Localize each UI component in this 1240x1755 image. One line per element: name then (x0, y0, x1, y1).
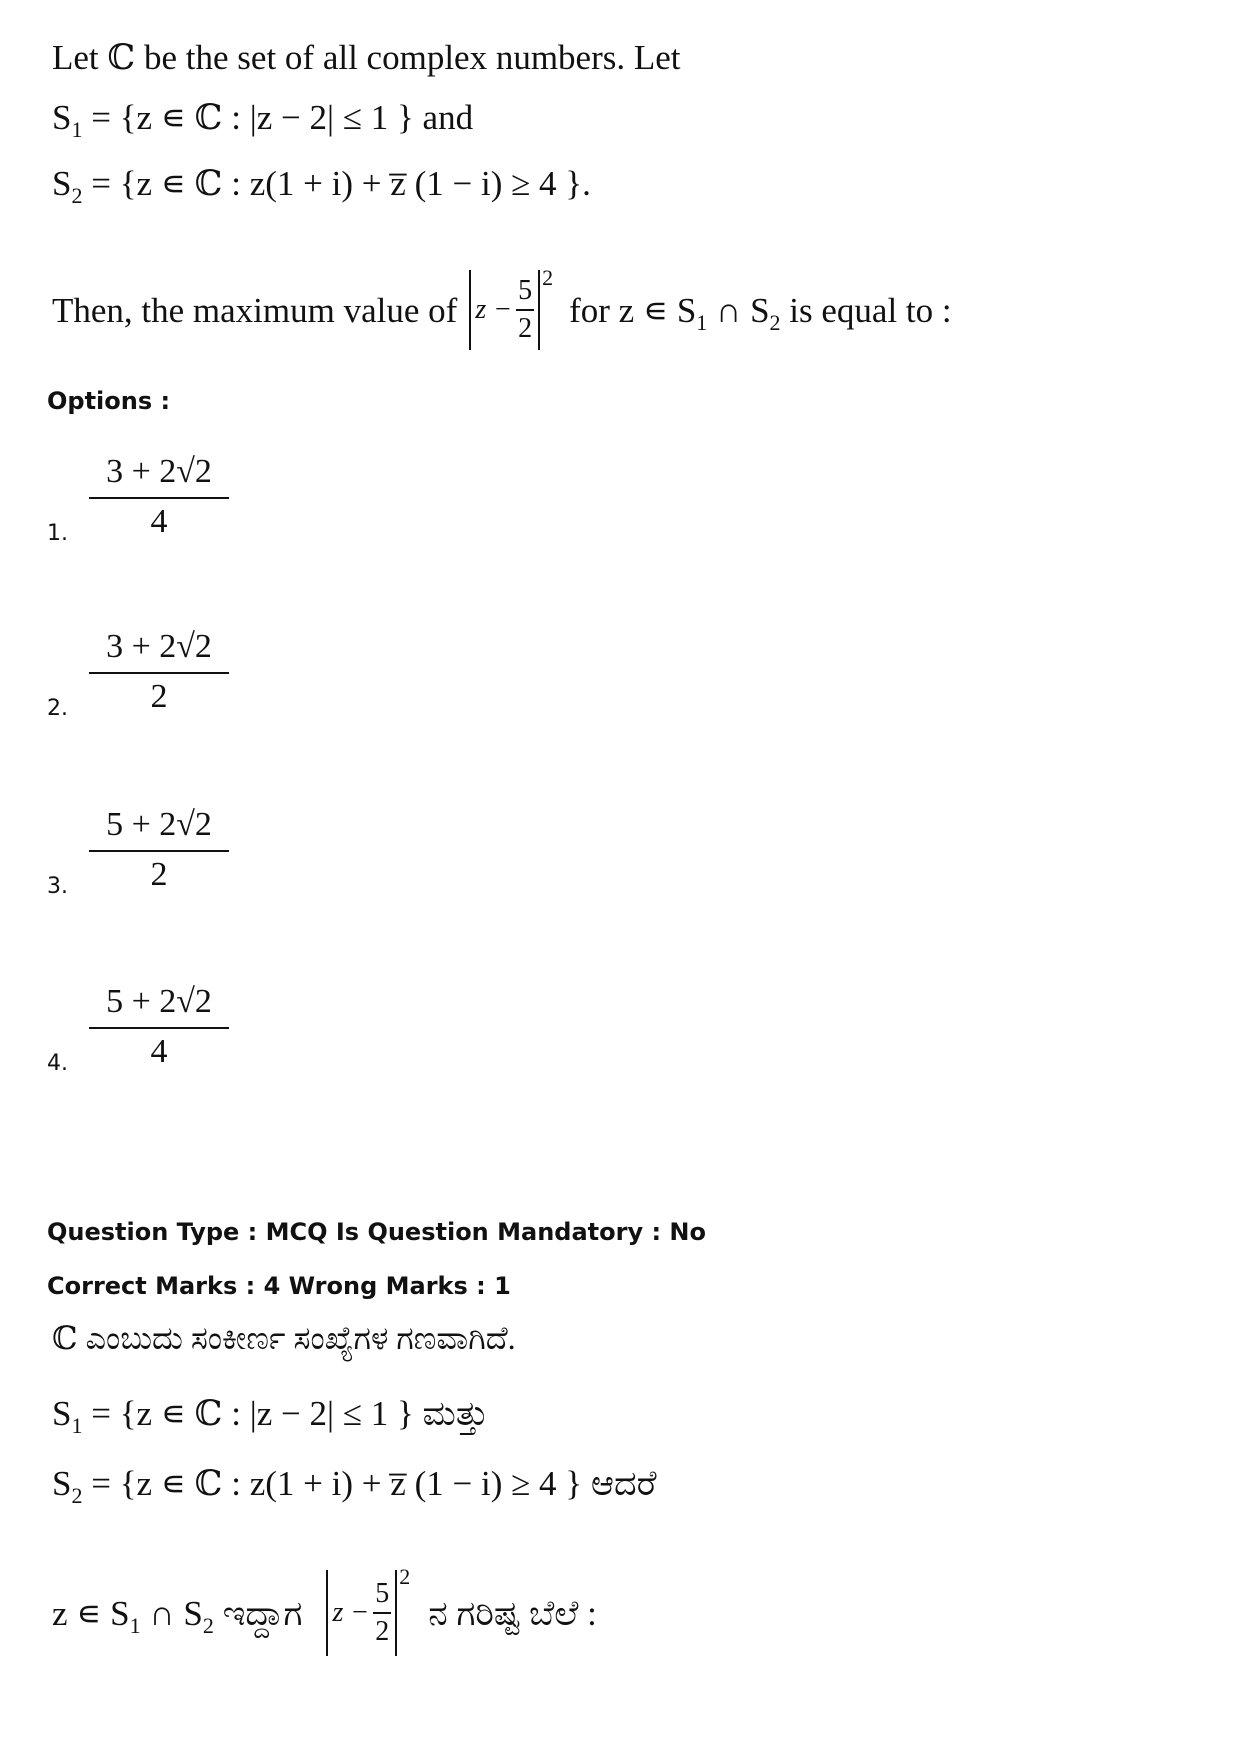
option-denominator: 2 (150, 678, 168, 715)
power-exponent: 2 (542, 265, 554, 290)
option-number: 3. (47, 874, 68, 899)
fraction-numerator: 5 (518, 275, 533, 306)
kannada-set-s1: $S_1 = \{z$ ∊ ℂ : |z − 2| ≤ 1 } ಮತ್ತು (52, 1394, 489, 1438)
option-fraction-bar (89, 850, 229, 852)
option-fraction-bar (89, 1027, 229, 1029)
option-denominator: 4 (150, 503, 168, 540)
option-numerator: 3 + 2√2 (106, 628, 212, 665)
option-fraction (89, 808, 229, 892)
s2-rhs: = {z ∊ ℂ : z(1 + i) + z̅ (1 − i) ≥ 4 }. (91, 164, 591, 203)
option-number: 2. (47, 696, 68, 721)
five-halves-fraction (516, 277, 534, 343)
question-type-line: Question Type : MCQ Is Question Mandatory : No (47, 1218, 706, 1246)
set-s1-definition (52, 98, 474, 142)
kannada-intro: ℂ ಎಂಬುದು ಸಂಕೀರ್ಣ ಸಂಖ್ಯೆಗಳ ಗಣವಾಗಿದೆ. (52, 1320, 516, 1356)
s2-subscript: 2 (71, 183, 83, 208)
s2-label: S (52, 164, 72, 203)
kannada-abs-left-bar (326, 1570, 328, 1656)
abs-left-bar (469, 270, 471, 350)
options-heading: Options : (47, 387, 171, 415)
option-numerator: 5 + 2√2 (106, 983, 212, 1020)
prompt-suffix: for z ∊ $S_1$ ∩ $S_2$ is equal to : (569, 290, 952, 335)
kannada-five-halves-fraction: $\frac{5}{2}$ (375, 1578, 390, 1647)
abs-z: z − (475, 294, 513, 325)
kannada-prompt-prefix: z ∊ $S_1$ ∩ $S_2$ ಇದ್ದಾಗ (52, 1593, 303, 1638)
kannada-prompt: z ∊ $S_1$ ∩ $S_2$ ಇದ್ದಾಗ z − $\frac{5}{2}$ 2 ನ ಗರಿಷ್ಟ ಬೆಲೆ : (52, 1570, 597, 1656)
option-numerator: 3 + 2√2 (106, 453, 212, 490)
set-s2-definition (52, 164, 591, 208)
option-fraction (89, 455, 229, 539)
kannada-s2-rhs: = {z ∊ ℂ : z(1 + i) + z̅ (1 − i) ≥ 4 } ಆದರೆ (91, 1464, 657, 1503)
kannada-s1-rhs: = {z ∊ ℂ : |z − 2| ≤ 1 } ಮತ್ತು (91, 1394, 489, 1433)
prompt-prefix: Then, the maximum value of (52, 290, 458, 330)
marks-line: Correct Marks : 4 Wrong Marks : 1 (47, 1272, 511, 1300)
kannada-prompt-suffix: ನ ಗರಿಷ್ಟ ಬೆಲೆ : (428, 1593, 597, 1633)
option-fraction (89, 630, 229, 714)
option-number: 4. (47, 1051, 68, 1076)
s1-rhs: = {z ∊ ℂ : |z − 2| ≤ 1 } and (91, 98, 474, 137)
option-denominator: 4 (150, 1033, 168, 1070)
option-fraction (89, 985, 229, 1069)
option-fraction-bar (89, 672, 229, 674)
fraction-bar (516, 309, 534, 311)
abs-right-bar (538, 270, 540, 350)
s1-subscript: 1 (71, 117, 83, 142)
s1-label: S (52, 98, 72, 137)
option-fraction-bar (89, 497, 229, 499)
question-prompt (52, 265, 952, 350)
question-intro: Let ℂ be the set of all complex numbers. Let (52, 38, 681, 77)
option-numerator: 5 + 2√2 (106, 806, 212, 843)
option-denominator: 2 (150, 856, 168, 893)
kannada-abs-right-bar (395, 1570, 397, 1656)
option-number: 1. (47, 521, 68, 546)
kannada-set-s2: $S_2 = \{z$ ∊ ℂ : z(1 + i) + z̅ (1 − i) ≥ 4 } ಆದರೆ (52, 1464, 657, 1508)
fraction-denominator: 2 (518, 313, 533, 344)
